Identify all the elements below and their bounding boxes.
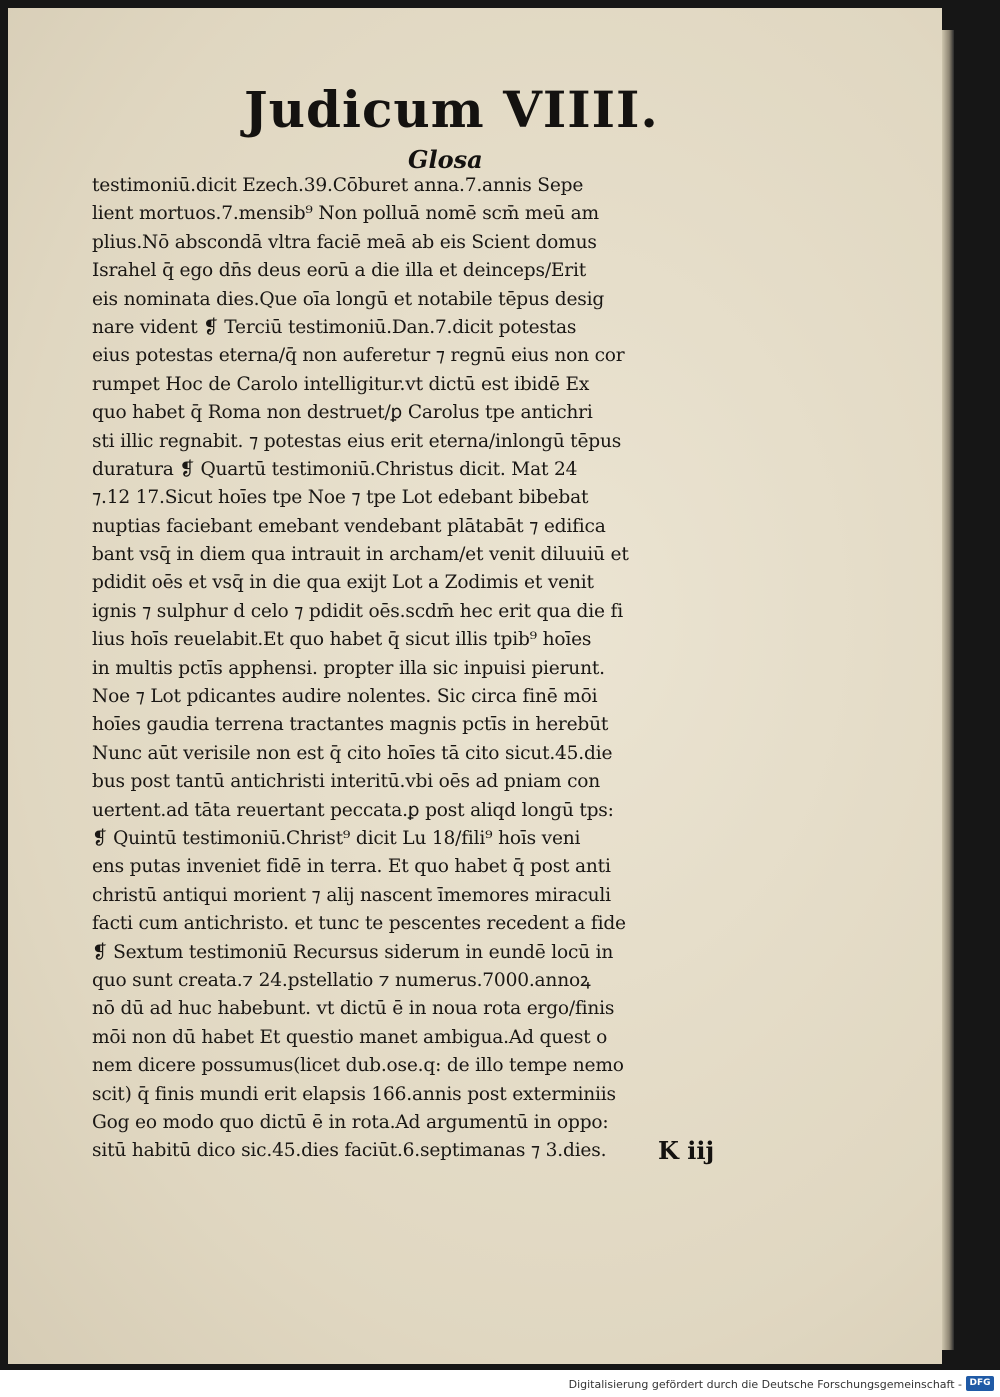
text-line: bus post tantū antichristi interitū.vbi oēs ad pniam con (92, 771, 601, 793)
page-edge (942, 30, 954, 1350)
text-line: ignis ⁊ sulphur d celo ⁊ pdidit oēs.scdm̄ hec erit qua die fi (92, 600, 623, 622)
text-line: ens putas inveniet fidē in terra. Et quo habet q̄ post anti (92, 856, 611, 878)
funding-credit: Digitalisierung gefördert durch die Deutsche Forschungsgemeinschaft - (568, 1378, 962, 1391)
text-line: lius hoīs reuelabit.Et quo habet q̄ sicut illis tpib⁹ hoīes (92, 629, 592, 651)
text-line: nuptias faciebant emebant vendebant plātabāt ⁊ edifica (92, 515, 606, 537)
section-label: Glosa (408, 145, 483, 174)
text-line: testimoniū.dicit Ezech.39.Cōburet anna.7.annis Sepe (92, 175, 584, 196)
text-line: duratura ❡ Quartū testimoniū.Christus dicit. Mat 24 (92, 458, 578, 480)
text-line: lient mortuos.7.mensib⁹ Non polluā nomē scm̄ meū am (92, 203, 599, 225)
footer (0, 1370, 1000, 1397)
text-line: facti cum antichristo. et tunc te pescentes recedent a fide (92, 913, 626, 935)
text-line: Israhel q̄ ego dn̄s deus eorū a die illa et deinceps/Erit (92, 260, 586, 282)
text-line: nō dū ad huc habebunt. vt dictū ē in noua rota ergo/finis (92, 998, 615, 1020)
text-line: scit) q̄ finis mundi erit elapsis 166.annis post exterminiis (92, 1083, 616, 1105)
text-line: plius.Nō abscondā vltra faciē meā ab eis Scient domus (92, 231, 597, 253)
book-page (8, 8, 942, 1364)
text-line: quo sunt creata.⁊ 24.pstellatio ⁊ numerus.7000.annoꝝ (92, 969, 591, 991)
text-line: eius potestas eterna/q̄ non auferetur ⁊ regnū eius non cor (92, 345, 625, 367)
text-line: quo habet q̄ Roma non destruet/ꝑ Carolus tpe antichri (92, 402, 593, 424)
running-head: Judicum VIIII. (244, 80, 659, 139)
text-line: eis nominata dies.Que oīa longū et notabile tēpus desig (92, 288, 605, 310)
signature-mark: K iij (658, 1136, 715, 1165)
text-line: sitū habitū dico sic.45.dies faciūt.6.septimanas ⁊ 3.dies. (92, 1140, 607, 1162)
text-line: sti illic regnabit. ⁊ potestas eius erit eterna/inlongū tēpus (92, 430, 622, 452)
text-line: rumpet Hoc de Carolo intelligitur.vt dictū est ibidē Ex (92, 373, 590, 395)
text-line: hoīes gaudia terrena tractantes magnis pctīs in herebūt (92, 714, 609, 736)
text-line: bant vsq̄ in diem qua intrauit in archam/et venit diluuiū et (92, 544, 629, 566)
text-line: in multis pctīs apphensi. propter illa sic inpuisi pierunt. (92, 657, 605, 679)
text-line: nare vident ❡ Terciū testimoniū.Dan.7.dicit potestas (92, 316, 577, 338)
body-text (92, 172, 752, 1166)
dfg-logo (966, 1376, 994, 1391)
text-line: mōi non dū habet Et questio manet ambigua.Ad quest o (92, 1026, 608, 1048)
text-line: Gog eo modo quo dictū ē in rota.Ad argumentū in oppo: (92, 1111, 609, 1133)
text-line: ❡ Sextum testimoniū Recursus siderum in eundē locū in (92, 941, 614, 963)
text-line: ⁊.12 17.Sicut hoīes tpe Noe ⁊ tpe Lot edebant bibebat (92, 487, 589, 509)
text-line: pdidit oēs et vsq̄ in die qua exijt Lot a Zodimis et venit (92, 572, 594, 594)
text-line: ❡ Quintū testimoniū.Christ⁹ dicit Lu 18/fili⁹ hoīs veni (92, 827, 581, 849)
text-line: nem dicere possumus(licet dub.ose.q: de illo tempe nemo (92, 1055, 624, 1077)
text-line: christū antiqui morient ⁊ alij nascent īmemores miraculi (92, 884, 611, 906)
text-line: uertent.ad tāta reuertant peccata.ꝑ post aliqd longū tps: (92, 799, 614, 821)
text-line: Nunc aūt verisile non est q̄ cito hoīes tā cito sicut.45.die (92, 742, 613, 764)
dfg-logo-text: DFG (969, 1378, 991, 1388)
text-line: Noe ⁊ Lot pdicantes audire nolentes. Sic circa finē mōi (92, 686, 598, 708)
